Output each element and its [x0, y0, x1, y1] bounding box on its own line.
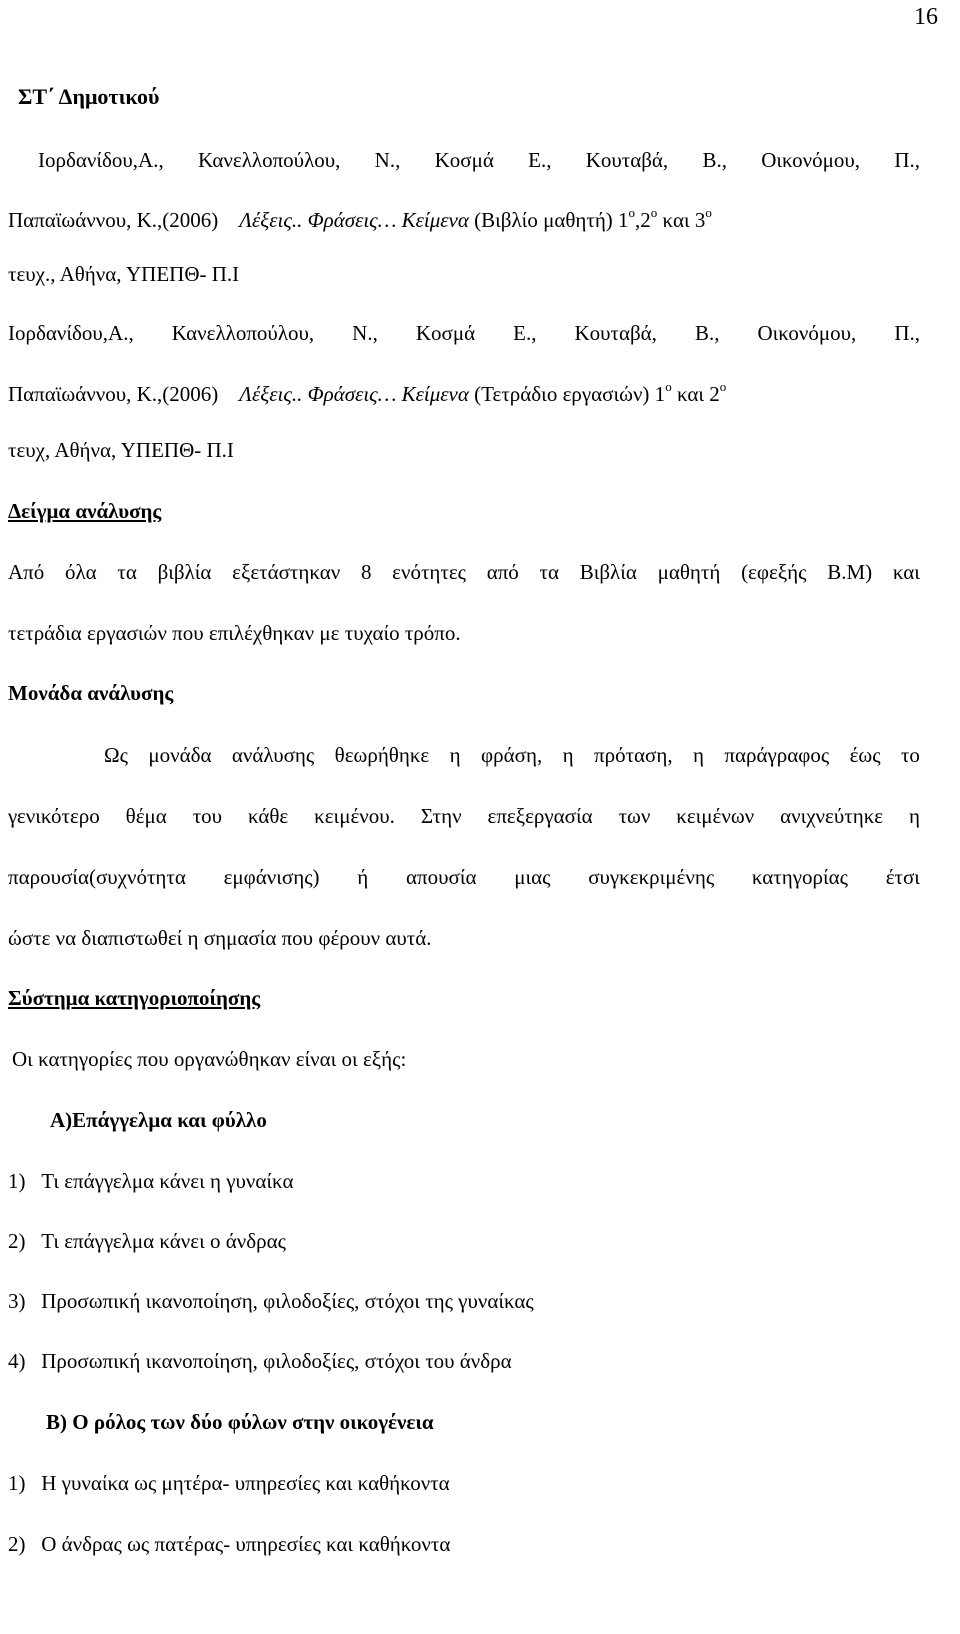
superscript-o: ο: [628, 205, 636, 220]
list-item: [8, 1532, 450, 1557]
unit-line-1: Ως μονάδα ανάλυσης θεωρήθηκε η φράση, η πρόταση, η παράγραφος έως το: [104, 743, 920, 767]
list-item-text: Ο άνδρας ως πατέρας- υπηρεσίες και καθήκοντα: [41, 1532, 451, 1556]
system-intro: Οι κατηγορίες που οργανώθηκαν είναι οι εξής:: [12, 1047, 407, 1071]
list-item-text: Η γυναίκα ως μητέρα- υπηρεσίες και καθήκοντα: [41, 1471, 450, 1495]
reference-2-book-type: (Τετράδιο εργασιών) 1: [474, 382, 666, 406]
reference-1-line-3: τευχ., Αθήνα, ΥΠΕΠΘ- Π.Ι: [8, 262, 240, 286]
sample-heading: Δείγμα ανάλυσης: [8, 499, 162, 523]
unit-heading: Μονάδα ανάλυσης: [8, 681, 174, 705]
reference-1-line-2: [8, 205, 712, 233]
list-item-text: Τι επάγγελμα κάνει η γυναίκα: [41, 1169, 294, 1193]
reference-1-title: Λέξεις.. Φράσεις… Κείμενα: [239, 208, 469, 232]
list-item-number: 4): [8, 1349, 26, 1373]
list-item-number: 1): [8, 1471, 26, 1495]
list-item-number: 3): [8, 1289, 26, 1313]
reference-1-line-1: Ιορδανίδου,Α., Κανελλοπούλου, Ν., Κοσμά Ε., Κουταβά, Β., Οικονόμου, Π.,: [38, 148, 920, 172]
unit-line-4: ώστε να διαπιστωθεί η σημασία που φέρουν αυτά.: [8, 926, 432, 950]
reference-2-authors-year: Παπαϊωάννου, Κ.,(2006): [8, 382, 219, 406]
reference-1-book-type: (Βιβλίο μαθητή) 1: [474, 208, 629, 232]
system-heading: Σύστημα κατηγοριοποίησης: [8, 986, 261, 1010]
list-item: [8, 1349, 512, 1374]
list-item-number: 2): [8, 1229, 26, 1253]
superscript-o: ο: [719, 379, 727, 394]
category-b-heading: Β) Ο ρόλος των δύο φύλων στην οικογένεια: [46, 1410, 434, 1434]
section-title: ΣΤ΄ Δημοτικού: [18, 84, 160, 109]
superscript-o: ο: [665, 379, 672, 394]
list-item-text: Προσωπική ικανοποίηση, φιλοδοξίες, στόχοι του άνδρα: [41, 1349, 512, 1373]
reference-1-authors-year: Παπαϊωάννου, Κ.,(2006): [8, 208, 219, 232]
category-a-heading: Α)Επάγγελμα και φύλλο: [50, 1108, 267, 1132]
reference-2-line-3: τευχ, Αθήνα, ΥΠΕΠΘ- Π.Ι: [8, 438, 234, 462]
unit-line-3: παρουσία(συχνότητα εμφάνισης) ή απουσία μιας συγκεκριμένης κατηγορίας έτσι: [8, 865, 920, 889]
list-item-number: 1): [8, 1169, 26, 1193]
reference-2-volume-2: και 2: [671, 382, 720, 406]
sample-line-2: τετράδια εργασιών που επιλέχθηκαν με τυχαίο τρόπο.: [8, 621, 461, 645]
list-item: [8, 1289, 534, 1314]
reference-1-volume-3: και 3: [657, 208, 706, 232]
sample-line-1: Από όλα τα βιβλία εξετάστηκαν 8 ενότητες από τα Βιβλία μαθητή (εφεξής Β.Μ) και: [8, 560, 920, 584]
page-number: 16: [914, 4, 938, 30]
reference-2-line-1: Ιορδανίδου,Α., Κανελλοπούλου, Ν., Κοσμά Ε., Κουταβά, Β., Οικονόμου, Π.,: [8, 321, 920, 345]
superscript-o: ο: [650, 205, 658, 220]
list-item-text: Προσωπική ικανοποίηση, φιλοδοξίες, στόχοι της γυναίκας: [41, 1289, 534, 1313]
reference-1-volume-2: ,2: [635, 208, 651, 232]
reference-2-title: Λέξεις.. Φράσεις… Κείμενα: [239, 382, 469, 406]
list-item-text: Τι επάγγελμα κάνει ο άνδρας: [41, 1229, 286, 1253]
unit-line-2: γενικότερο θέμα του κάθε κειμένου. Στην επεξεργασία των κειμένων ανιχνεύτηκε η: [8, 804, 920, 828]
list-item: [8, 1471, 450, 1496]
list-item: [8, 1169, 293, 1194]
reference-2-line-2: [8, 379, 727, 407]
list-item: [8, 1229, 286, 1254]
list-item-number: 2): [8, 1532, 26, 1556]
superscript-o: ο: [705, 205, 712, 220]
